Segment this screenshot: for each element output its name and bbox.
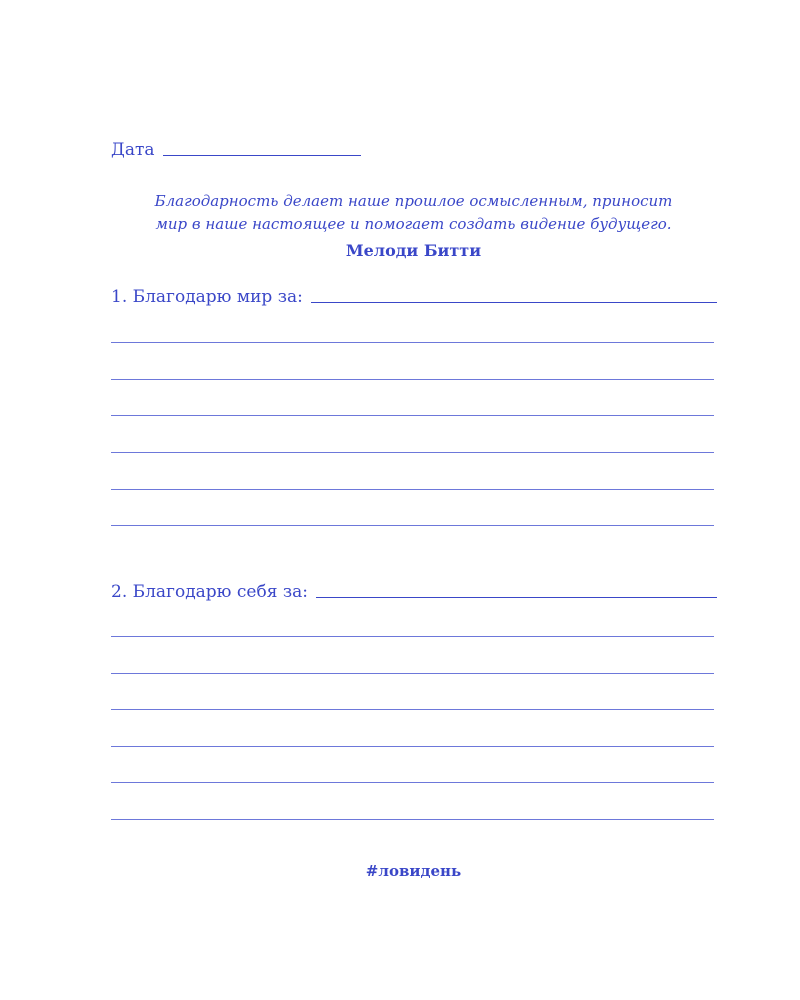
section-self-heading xyxy=(111,582,717,602)
date-field-line[interactable] xyxy=(163,155,361,156)
quote-author: Мелоди Битти xyxy=(345,241,482,260)
section-self-line[interactable] xyxy=(111,636,714,637)
date-row xyxy=(111,140,361,160)
section-world-label: 1. Благодарю мир за: xyxy=(111,287,303,307)
section-world-line[interactable] xyxy=(111,489,714,490)
quote xyxy=(110,190,717,236)
hashtag: #ловидень xyxy=(365,862,462,880)
section-self-label: 2. Благодарю себя за: xyxy=(111,582,308,602)
section-world-line[interactable] xyxy=(111,342,714,343)
section-self-line[interactable] xyxy=(111,746,714,747)
section-self-line[interactable] xyxy=(111,709,714,710)
section-self-line[interactable] xyxy=(111,673,714,674)
quote-line-1: Благодарность делает наше прошлое осмысленным, приносит xyxy=(154,192,673,210)
section-self-first-line[interactable] xyxy=(316,597,717,598)
section-world-line[interactable] xyxy=(111,415,714,416)
section-world-first-line[interactable] xyxy=(311,302,717,303)
section-world-line[interactable] xyxy=(111,525,714,526)
section-world-line[interactable] xyxy=(111,452,714,453)
quote-line-2: мир в наше настоящее и помогает создать видение будущего. xyxy=(155,215,672,233)
section-self-line[interactable] xyxy=(111,782,714,783)
date-label: Дата xyxy=(111,140,155,160)
section-self-line[interactable] xyxy=(111,819,714,820)
section-world-heading xyxy=(111,287,717,307)
section-world-line[interactable] xyxy=(111,379,714,380)
